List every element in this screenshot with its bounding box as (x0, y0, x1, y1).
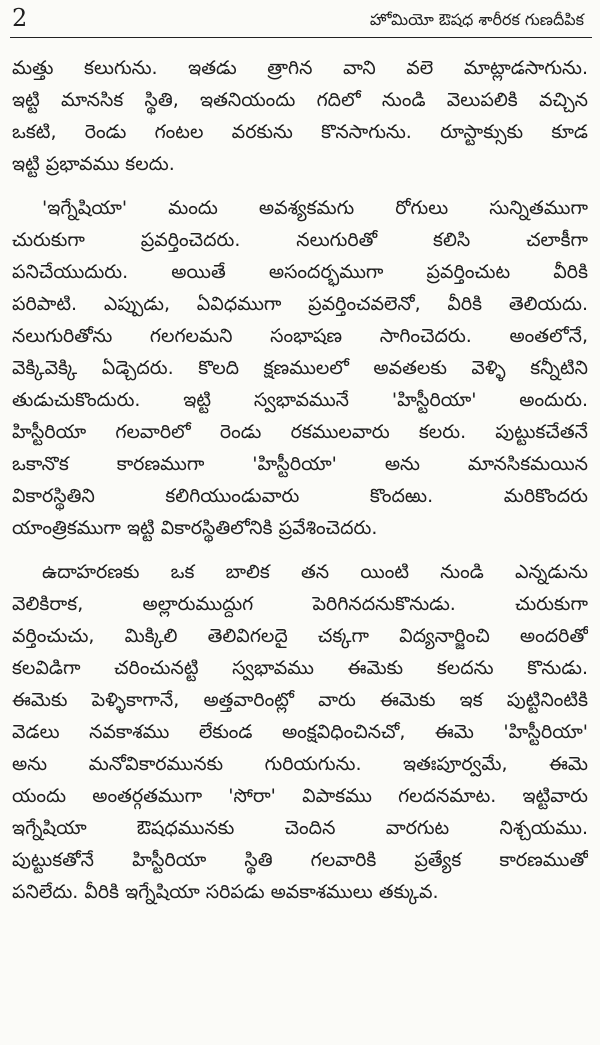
text-line: పనిలేదు. వీరికి ఇగ్నేషియా సరిపడు అవకాశములు తక్కువ. (12, 881, 439, 903)
text-line: ఇగ్నేషియా ఔషధమునకు చెందిన వారగుట నిశ్చయము. (12, 817, 588, 839)
text-line: యందు అంతర్గతముగా 'సోరా' విపాకము గలదనమాట. ఇట్టివారు (12, 785, 588, 807)
paragraph-2 (12, 192, 588, 544)
text-line: పుట్టుకతోనే హిస్టీరియా స్థితి గలవారికి ప్రత్యేక కారణముతో (12, 849, 588, 871)
body-text (12, 52, 588, 908)
text-line: ఒకటి, రెండు గంటల వరకును కొనసాగును. రూస్టాక్సుకు కూడ (12, 121, 588, 143)
text-line: ఉదాహరణకు ఒక బాలిక తన యింటి నుండి ఎన్నడును (42, 561, 588, 583)
text-line: ఇట్టి ప్రభావము కలదు. (12, 153, 175, 175)
paragraph-1 (12, 52, 588, 180)
page-number: 2 (12, 4, 28, 32)
text-line: యాంత్రికముగా ఇట్టి వికారస్థితిలోనికి ప్రవేశించెదరు. (12, 517, 378, 539)
text-line: వర్తించుచు, మిక్కిలి తెలివిగలదై చక్కగా విద్యనార్జించి అందరితో (12, 625, 588, 647)
page-header (0, 0, 600, 40)
text-line: వెక్కివెక్కి ఏడ్చెదరు. కొలది క్షణములలో అవతలకు వెళ్ళి కన్నీటిని (12, 357, 588, 379)
text-line: ఒకానొక కారణముగా 'హిస్టీరియా' అను మానసికమయిన (12, 453, 588, 475)
text-line: వికారస్థితిని కలిగియుండువారు కొందఱు. మరికొందరు (12, 485, 588, 507)
text-line: కలవిడిగా చరించునట్టి స్వభావము ఈమెకు కలదను కొనుడు. (12, 657, 588, 679)
paragraph-gap (12, 544, 588, 556)
text-line: అను మనోవికారమునకు గురియగును. ఇతఃపూర్వమే, ఈమె (12, 753, 588, 775)
text-line: ఇట్టి మానసిక స్థితి, ఇతనియందు గదిలో నుండి వెలుపలికి వచ్చిన (12, 89, 588, 111)
text-line: హిస్టీరియా గలవారిలో రెండు రకములవారు కలరు. పుట్టుకచేతనే (12, 421, 588, 443)
text-line: ఈమెకు పెళ్ళికాగానే, అత్తవారింట్లో వారు ఈమెకు ఇక పుట్టినింటికి (12, 689, 588, 711)
text-line: మత్తు కలుగును. ఇతడు త్రాగిన వాని వలె మాట్లాడసాగును. (12, 57, 588, 79)
paragraph-gap (12, 180, 588, 192)
running-title: హోమియో ఔషధ శారీరక గుణదీపిక (369, 10, 584, 29)
text-line: పనిచేయుదురు. అయితే అసందర్భముగా ప్రవర్తించుట వీరికి (12, 261, 588, 283)
text-line: వెడలు నవకాశము లేకుండ అంక్షవిధించినచో, ఈమె 'హిస్టీరియా' (12, 721, 588, 743)
text-line: వెలికిరాక, అల్లారుముద్దుగ పెరిగినదనుకొనుడు. చురుకుగా (12, 593, 588, 615)
text-line: నలుగురితోను గలగలమని సంభాషణ సాగించెదరు. అంతలోనే, (12, 325, 588, 347)
text-line: చురుకుగా ప్రవర్తించెదరు. నలుగురితో కలిసి చలాకీగా (12, 229, 588, 251)
text-line: 'ఇగ్నేషియా' మందు అవశ్యకమగు రోగులు సున్నితముగా (42, 197, 588, 219)
paragraph-3 (12, 556, 588, 908)
text-line: తుడుచుకొందురు. ఇట్టి స్వభావమునే 'హిస్టీరియా' అందురు. (12, 389, 588, 411)
text-line: పరిపాటి. ఎప్పుడు, ఏవిధముగా ప్రవర్తించవలెనో, వీరికి తెలియదు. (12, 293, 588, 315)
header-rule (10, 37, 592, 38)
